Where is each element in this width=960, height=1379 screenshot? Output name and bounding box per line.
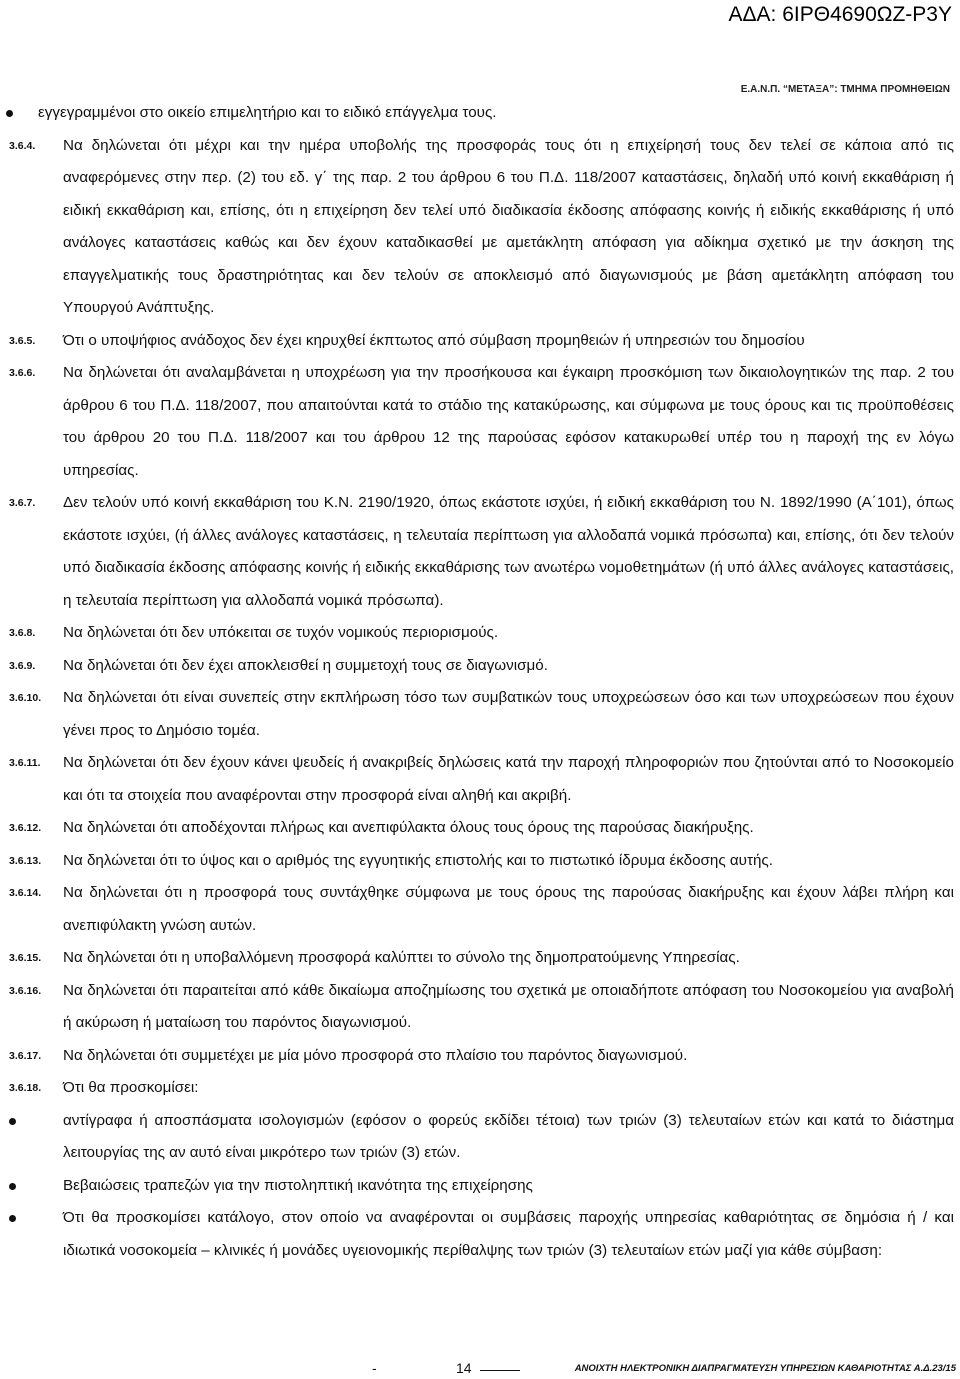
clause-text: Δεν τελούν υπό κοινή εκκαθάριση του Κ.Ν. 2190/1920, όπως εκάστοτε ισχύει, ή ειδική εκκαθάριση του Ν. 1892/1990 (Α΄101), όπως εκάστοτε ισχύει, (ή άλλες ανάλογες καταστάσεις, η τελευταία περίπτωση για αλλοδαπά νομικά πρόσωπα) και, επίσης, ότι δεν τελούν υπό διαδικασία έκδοσης απόφασης κοινής ή ειδικής εκκαθάρισης των ανωτέρω νομοθετημάτων (ή υπό άλλες ανάλογες καταστάσεις, η τελευταία περίπτωση για αλλοδαπά νομικά πρόσωπα).: [63, 494, 954, 609]
clause-number: 3.6.11.: [9, 757, 41, 769]
clause-text: Να δηλώνεται ότι δεν υπόκειται σε τυχόν νομικούς περιορισμούς.: [63, 624, 499, 641]
page-footer: [0, 1360, 960, 1379]
clause-number: 3.6.18.: [9, 1082, 42, 1094]
clause-3-6-9: [0, 650, 960, 683]
clause-3-6-7: [0, 487, 960, 617]
clause-text: Να δηλώνεται ότι συμμετέχει με μία μόνο προσφορά στο πλαίσιο του παρόντος διαγωνισμού.: [63, 1046, 688, 1064]
clause-number: 3.6.4.: [9, 139, 36, 152]
clause-3-6-5: [0, 325, 960, 358]
lead-bullet-text: εγγεγραμμένοι στο οικείο επιμελητήριο και το ειδικό επάγγελμα τους.: [38, 104, 497, 121]
clause-number: 3.6.15.: [9, 952, 42, 964]
clause-number: 3.6.16.: [9, 984, 42, 997]
clause-3-6-6: [0, 357, 960, 487]
clause-3-6-17: [0, 1040, 960, 1073]
bullet-text: αντίγραφα ή αποσπάσματα ισολογισμών (εφόσον ο φορεύς εκδίδει τέτοια) των τριών (3) τελευταίων ετών και κατά το διάστημα λειτουργίας της αν αυτό είναι μικρότερο των τριών (3) ετών.: [63, 1111, 954, 1161]
bullet-item: [0, 1170, 960, 1203]
clause-number: 3.6.8.: [9, 627, 36, 639]
clause-3-6-4: [0, 130, 960, 325]
bullet-icon: [9, 1183, 16, 1190]
bullet-item: [0, 1105, 960, 1170]
clause-text: Να δηλώνεται ότι είναι συνεπείς στην εκπλήρωση τόσο των συμβατικών τους υποχρεώσεων όσο και των υποχρεώσεων που έχουν γένει προς το Δημόσιο τομέα.: [63, 689, 954, 739]
clause-text: Να δηλώνεται ότι δεν έχει αποκλεισθεί η συμμετοχή τους σε διαγωνισμό.: [63, 656, 548, 674]
bullet-text: Βεβαιώσεις τραπεζών για την πιστοληπτική ικανότητα της επιχείρησης: [63, 1176, 533, 1194]
clause-3-6-10: [0, 682, 960, 747]
department-header: Ε.Α.Ν.Π. “ΜΕΤΑΞΑ”: ΤΜΗΜΑ ΠΡΟΜΗΘΕΙΩΝ: [740, 84, 950, 95]
clause-text: Να δηλώνεται ότι δεν έχουν κάνει ψευδείς ή ανακριβείς δηλώσεις κατά την παροχή πληροφοριών που ζητούνται από το Νοσοκομείο και ότι τα στοιχεία που αναφέρονται στην προσφορά είναι αληθή και ακριβή.: [63, 754, 954, 804]
clause-3-6-15: [0, 942, 960, 975]
bullet-icon: [9, 1215, 16, 1222]
clause-text: Να δηλώνεται ότι αποδέχονται πλήρως και ανεπιφύλακτα όλους τους όρους της παρούσας διακήρυξης.: [63, 819, 754, 836]
clause-text: Να δηλώνεται ότι παραιτείται από κάθε δικαίωμα αποζημίωσης του σχετικά με οποιαδήποτε απόφαση του Νοσοκομείου για αναβολή ή ακύρωση ή ματαίωση του παρόντος διαγωνισμού.: [63, 981, 954, 1031]
clause-number: 3.6.13.: [9, 854, 42, 867]
clause-number: 3.6.10.: [9, 692, 42, 704]
lead-bullet: [0, 97, 960, 130]
clause-number: 3.6.6.: [9, 367, 36, 379]
clause-number: 3.6.9.: [9, 659, 36, 672]
clause-text: Ότι θα προσκομίσει:: [63, 1079, 199, 1096]
bullet-item: [0, 1202, 960, 1267]
clause-3-6-13: [0, 845, 960, 878]
ada-code: ΑΔΑ: 6ΙΡΘ4690ΩΖ-Ρ3Υ: [728, 3, 952, 26]
clause-text: Να δηλώνεται ότι η προσφορά τους συντάχθηκε σύμφωνα με τους όρους της παρούσας διακήρυξης και έχουν λάβει πλήρη και ανεπιφύλακτη γνώση αυτών.: [63, 884, 954, 934]
document-body: [0, 97, 960, 1267]
clause-3-6-14: [0, 877, 960, 942]
clause-3-6-16: [0, 975, 960, 1040]
footer-title: ΑΝΟΙΧΤΗ ΗΛΕΚΤΡΟΝΙΚΗ ΔΙΑΠΡΑΓΜΑΤΕΥΣΗ ΥΠΗΡΕΣΙΩΝ ΚΑΘΑΡΙΟΤΗΤΑΣ Α.Δ.23/15: [574, 1363, 956, 1374]
clause-text: Ότι ο υποψήφιος ανάδοχος δεν έχει κηρυχθεί έκπτωτος από σύμβαση προμηθειών ή υπηρεσιών του δημοσίου: [63, 331, 805, 349]
clause-text: Να δηλώνεται ότι αναλαμβάνεται η υποχρέωση για την προσήκουσα και έγκαιρη προσκόμιση των δικαιολογητικών της παρ. 2 του άρθρου 6 του Π.Δ. 118/2007, που απαιτούνται κατά το στάδιο της κατακύρωσης, και σύμφωνα με τους όρους και τις προϋποθέσεις του άρθρου 20 του Π.Δ. 118/2007 και του άρθρου 12 της παρούσας εφόσον κατακυρωθεί υπέρ του η παροχή της εν λόγω υπηρεσίας.: [63, 364, 954, 479]
bullet-icon: [9, 1118, 16, 1125]
footer-rule: [480, 1370, 520, 1371]
clause-number: 3.6.5.: [9, 334, 36, 347]
clause-3-6-12: [0, 812, 960, 845]
clause-text: Να δηλώνεται ότι η υποβαλλόμενη προσφορά καλύπτει το σύνολο της δημοπρατούμενης Υπηρεσίας.: [63, 949, 740, 966]
clause-text: Να δηλώνεται ότι το ύψος και ο αριθμός της εγγυητικής επιστολής και το πιστωτικό ίδρυμα έκδοσης αυτής.: [63, 851, 773, 869]
clause-number: 3.6.17.: [9, 1049, 42, 1062]
clause-text: Να δηλώνεται ότι μέχρι και την ημέρα υποβολής της προσφοράς τους ότι η επιχείρησή τους δεν τελεί σε κάποια από τις αναφερόμενες στην περ. (2) του εδ. γ΄ της παρ. 2 του άρθρου 6 του Π.Δ. 118/2007 καταστάσεις, δηλαδή υπό κοινή εκκαθάριση ή ειδική εκκαθάριση και, επίσης, ότι η επιχείρηση δεν τελεί υπό διαδικασία έκδοσης απόφασης κοινής ή ειδικής εκκαθάρισης ή υπό ανάλογες καταστάσεις καθώς και δεν έχουν καταδικασθεί με αμετάκλητη απόφαση για αδίκημα σχετικό με την άσκηση της επαγγελματικής τους δραστηριότητας και δεν τελούν σε αποκλεισμό από διαγωνισμούς με βάση αμετάκλητη απόφαση του Υπουργού Ανάπτυξης.: [63, 136, 954, 316]
clause-3-6-8: [0, 617, 960, 650]
clause-number: 3.6.14.: [9, 887, 42, 899]
clause-number: 3.6.12.: [9, 822, 42, 834]
clause-number: 3.6.7.: [9, 497, 36, 509]
footer-dash: -: [372, 1360, 377, 1376]
clause-3-6-18: [0, 1072, 960, 1105]
page-number: 14: [456, 1360, 472, 1376]
bullet-icon: [6, 110, 13, 117]
bullet-text: Ότι θα προσκομίσει κατάλογο, στον οποίο να αναφέρονται οι συμβάσεις παροχής υπηρεσίας καθαριότητας σε δημόσια ή / και ιδιωτικά νοσοκομεία – κλινικές ή μονάδες υγειονομικής περίθαλψης των τριών (3) τελευταίων ετών μαζί για κάθε σύμβαση:: [63, 1209, 954, 1259]
clause-3-6-11: [0, 747, 960, 812]
